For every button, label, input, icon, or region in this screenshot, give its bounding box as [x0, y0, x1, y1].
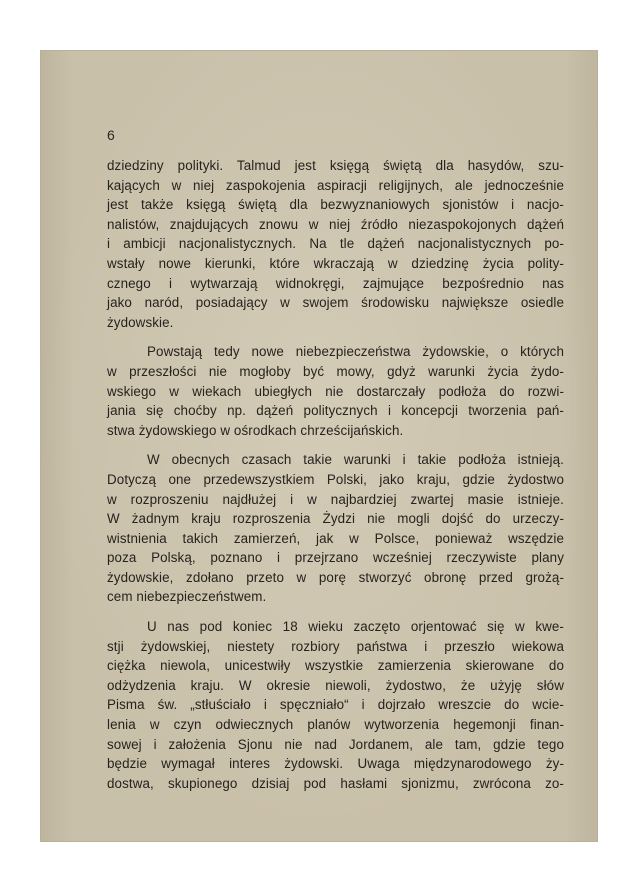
text-line: żydowskie. [107, 314, 174, 330]
body-text [107, 156, 564, 793]
text-line: jako naród, posiadający w swojem środowisku największe osiedle [107, 295, 564, 311]
text-line: żydowskie, zdołano przeto w porę stworzyć obronę przed grożą- [107, 569, 564, 585]
text-line: Pisma św. „stłuściało i spęczniało“ i dojrzało wreszcie do wcie- [107, 697, 564, 713]
text-line: sowej i założenia Sjonu nie nad Jordanem, ale tam, gdzie tego [107, 736, 564, 752]
text-line: w przeszłości nie mogłoby być mowy, gdyż warunki życia żydo- [107, 363, 564, 379]
text-line: dostwa, skupionego dzisiaj pod hasłami sjonizmu, zwrócona zo- [107, 775, 564, 791]
text-line: stwa żydowskiego w ośrodkach chrześcijańskich. [107, 422, 404, 438]
text-line: Dotyczą one przedewszystkiem Polski, jako kraju, gdzie żydostwo [107, 471, 564, 487]
book-page [40, 50, 598, 842]
text-line: Powstają tedy nowe niebezpieczeństwa żydowskie, o których [147, 344, 564, 360]
text-line: jest także księgą świętą dla bezwyznaniowych sjonistów i nacjo- [107, 197, 564, 213]
paragraph-1 [107, 156, 564, 332]
page-number: 6 [107, 127, 115, 143]
text-line: cem niebezpieczeństwem. [107, 589, 267, 605]
text-line: poza Polską, poznano i przejrzano wcześniej rzeczywiste plany [107, 550, 564, 566]
text-line: lenia w czyn odwiecznych planów wytworzenia hegemonji finan- [107, 717, 564, 733]
text-line: kających w niej zaspokojenia aspiracji religijnych, ale jednocześnie [107, 177, 564, 193]
paragraph-3 [107, 450, 564, 607]
text-line: w rozproszeniu najdłużej i w najbardziej zwartej masie istnieje. [107, 491, 564, 507]
text-line: wskiego w wiekach ubiegłych nie dostarczały podłoża do rozwi- [107, 383, 564, 399]
text-line: W obecnych czasach takie warunki i takie podłoża istnieją. [147, 452, 564, 468]
paragraph-gap [107, 607, 564, 617]
paragraph-gap [107, 440, 564, 450]
text-line: wstały nowe kierunki, które wkraczają w dziedzinę życia polity- [107, 255, 564, 271]
text-line: W żadnym kraju rozproszenia Żydzi nie mogli dojść do urzeczy- [107, 511, 564, 527]
text-line: i ambicji nacjonalistycznych. Na tle dążeń nacjonalistycznych po- [107, 236, 564, 252]
text-line: jania się choćby np. dążeń politycznych i koncepcji tworzenia pań- [107, 403, 564, 419]
text-line: stji żydowskiej, niestety rozbiory państwa i przeszło wiekowa [107, 638, 564, 654]
paragraph-4 [107, 617, 564, 793]
paragraph-2 [107, 342, 564, 440]
text-line: U nas pod koniec 18 wieku zaczęto orjentować się w kwe- [147, 619, 564, 635]
text-line: ciężka niewola, unicestwiły wszystkie zamierzenia skierowane do [107, 658, 564, 674]
text-line: dziedziny polityki. Talmud jest księgą świętą dla hasydów, szu- [107, 158, 564, 173]
paragraph-gap [107, 332, 564, 342]
text-line: cznego i wytwarzają widnokręgi, zajmujące bezpośrednio nas [107, 275, 564, 291]
text-line: nalistów, znajdujących znowu w niej źródło niezaspokojonych dążeń [107, 216, 564, 232]
text-line: będzie wymagał interes żydowski. Uwaga międzynarodowego ży- [107, 756, 564, 772]
text-line: odżydzenia kraju. W okresie niewoli, żydostwo, że użyję słów [107, 677, 564, 693]
text-line: wistnienia takich zamierzeń, jak w Polsce, ponieważ wszędzie [107, 530, 564, 546]
